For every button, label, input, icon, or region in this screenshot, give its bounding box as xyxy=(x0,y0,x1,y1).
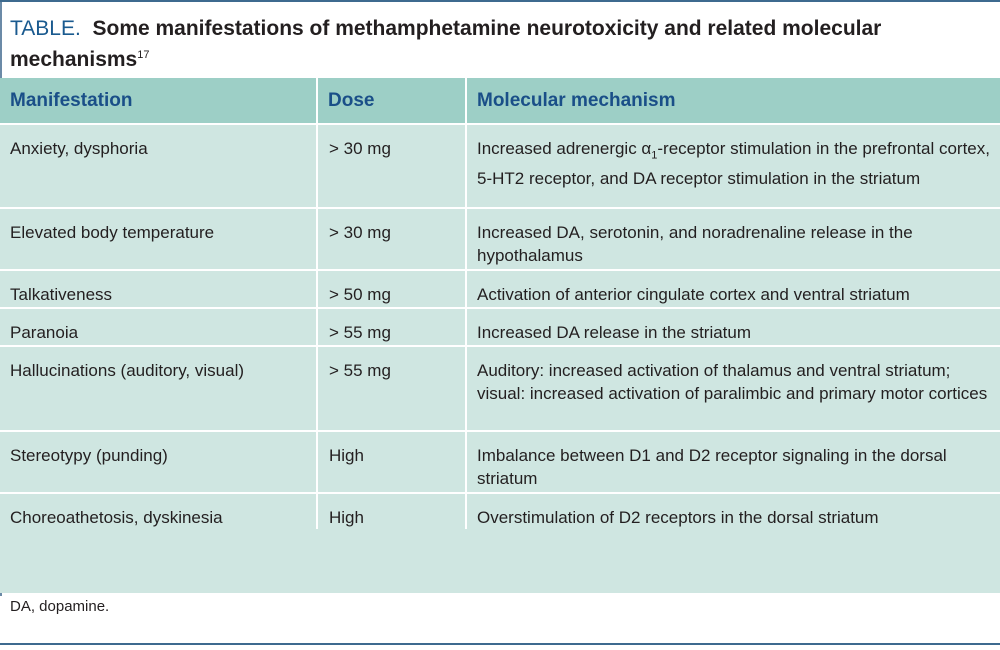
table-row xyxy=(0,208,1000,270)
cell-dose: > 30 mg xyxy=(317,124,466,208)
caption-line-1 xyxy=(10,15,881,42)
header-dose: Dose xyxy=(317,78,466,124)
caption-reference: 17 xyxy=(137,49,150,61)
cell-manifestation: Talkativeness xyxy=(0,270,317,308)
cell-manifestation: Paranoia xyxy=(0,308,317,346)
data-table-container xyxy=(0,78,1000,593)
table-header-row xyxy=(0,78,1000,124)
cell-dose: > 50 mg xyxy=(317,270,466,308)
cell-mechanism: Activation of anterior cingulate cortex and ventral striatum xyxy=(466,270,1000,308)
cell-dose: High xyxy=(317,431,466,493)
table-footnote: DA, dopamine. xyxy=(10,598,110,615)
cell-manifestation: Choreoathetosis, dyskinesia xyxy=(0,493,317,529)
cell-manifestation: Anxiety, dysphoria xyxy=(0,124,317,208)
table-row xyxy=(0,124,1000,208)
cell-dose: > 55 mg xyxy=(317,346,466,431)
header-manifestation: Manifestation xyxy=(0,78,317,124)
caption-text-2: mechanisms xyxy=(10,48,138,71)
bottom-rule xyxy=(0,643,1000,645)
cell-dose: High xyxy=(317,493,466,529)
cell-mechanism: Increased DA, serotonin, and noradrenaline release in the hypothalamus xyxy=(466,208,1000,270)
mechanism-text-b: -receptor stimulation in the prefrontal cortex, 5-HT2 receptor, and DA receptor stimulation in the striatum xyxy=(477,139,990,189)
cell-manifestation: Elevated body temperature xyxy=(0,208,317,270)
mechanism-subscript: 1 xyxy=(651,149,658,162)
cell-mechanism: Increased DA release in the striatum xyxy=(466,308,1000,346)
cell-dose: > 30 mg xyxy=(317,208,466,270)
caption-line-2 xyxy=(10,42,149,73)
table-row xyxy=(0,431,1000,493)
table-row xyxy=(0,308,1000,346)
cell-mechanism: Auditory: increased activation of thalamus and ventral striatum; visual: increased activation of paralimbic and primary motor cortices xyxy=(466,346,1000,431)
cell-mechanism xyxy=(466,124,1000,208)
cell-manifestation: Stereotypy (punding) xyxy=(0,431,317,493)
cell-dose: > 55 mg xyxy=(317,308,466,346)
table-caption xyxy=(0,0,1000,80)
caption-text-1: Some manifestations of methamphetamine neurotoxicity and related molecular xyxy=(92,17,882,40)
mechanism-text-a: Increased adrenergic α xyxy=(477,139,652,158)
cell-mechanism: Imbalance between D1 and D2 receptor signaling in the dorsal striatum xyxy=(466,431,1000,493)
header-mechanism: Molecular mechanism xyxy=(477,89,676,111)
table-row xyxy=(0,346,1000,431)
data-table xyxy=(0,78,1000,529)
cell-mechanism: Overstimulation of D2 receptors in the dorsal striatum xyxy=(466,493,1000,529)
caption-label: TABLE. xyxy=(10,17,81,40)
cell-manifestation: Hallucinations (auditory, visual) xyxy=(0,346,317,431)
table-row xyxy=(0,493,1000,529)
table-row xyxy=(0,270,1000,308)
